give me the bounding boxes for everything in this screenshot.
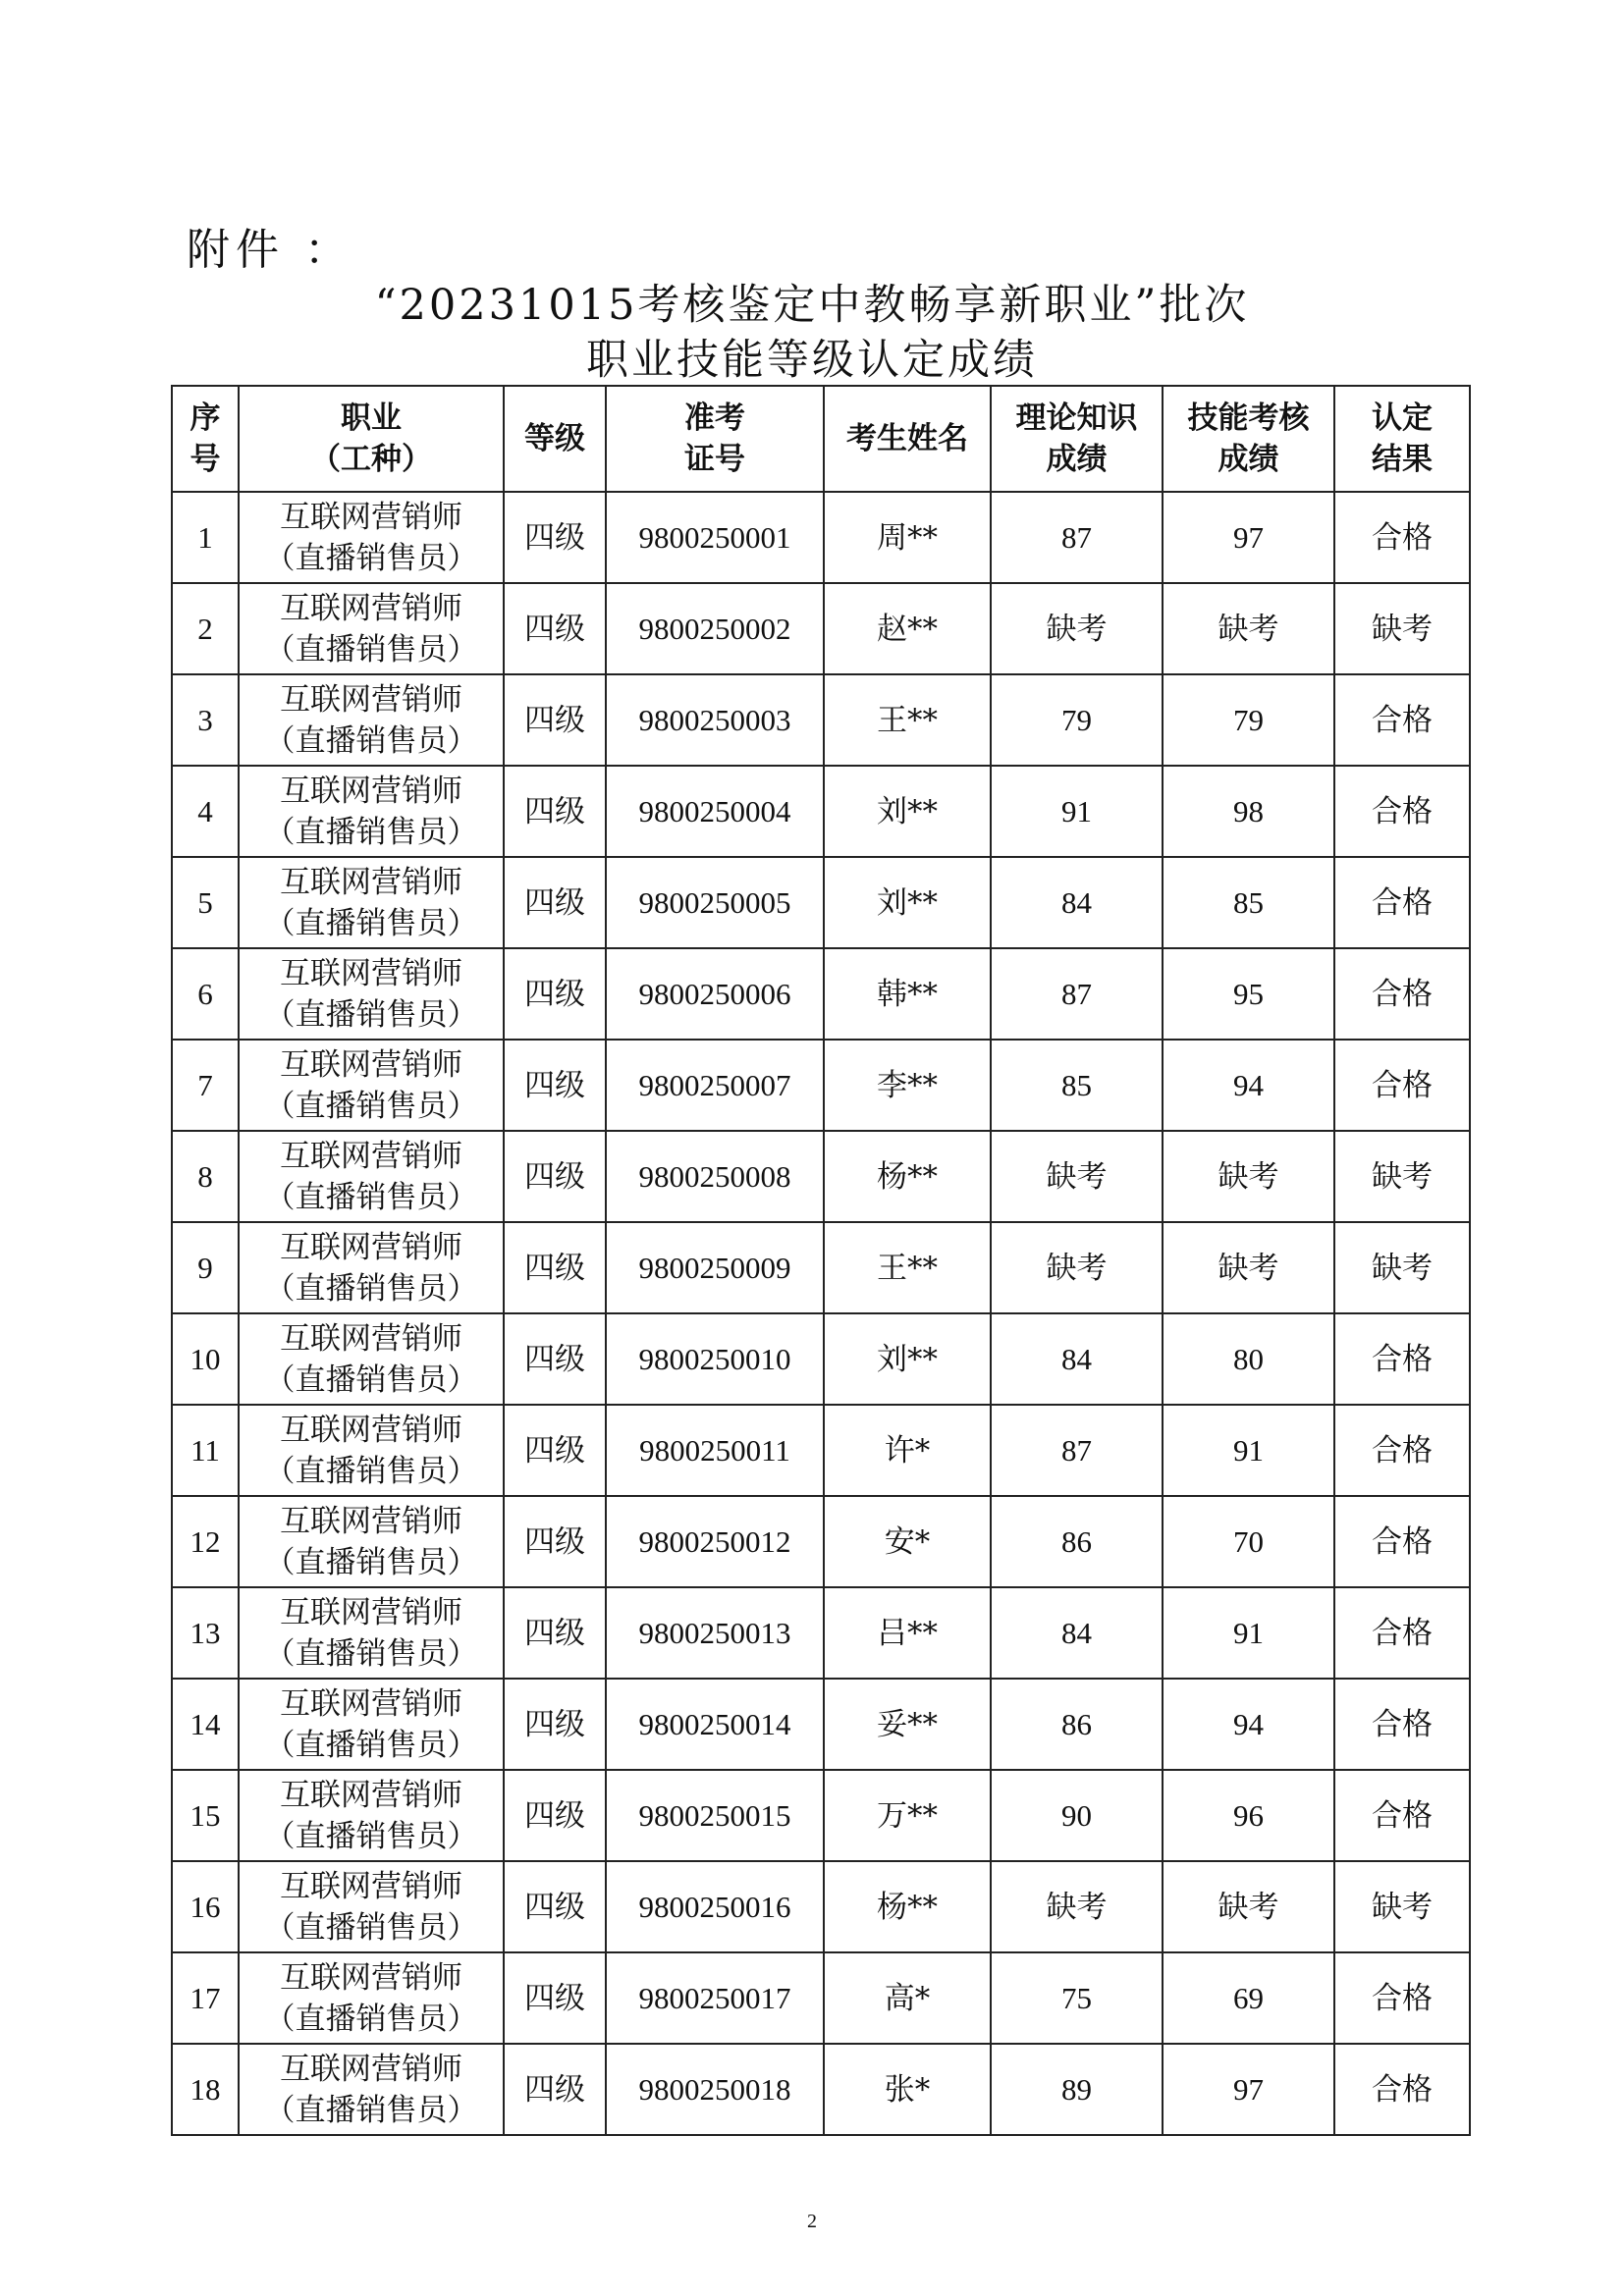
cell-result: 合格 [1334,1405,1470,1496]
cell-ticket: 9800250012 [606,1496,824,1587]
table-row [172,857,1470,948]
cell-theory: 91 [991,766,1163,857]
cell-result: 缺考 [1334,1131,1470,1222]
cell-theory: 89 [991,2044,1163,2135]
cell-level: 四级 [504,1496,606,1587]
cell-occupation: 互联网营销师 （直播销售员） [239,1587,504,1679]
cell-ticket: 9800250001 [606,492,824,583]
cell-theory: 79 [991,674,1163,766]
cell-result: 合格 [1334,1679,1470,1770]
header-theory: 理论知识 成绩 [991,386,1163,492]
cell-occupation: 互联网营销师 （直播销售员） [239,1040,504,1131]
cell-result: 合格 [1334,1496,1470,1587]
cell-skill: 缺考 [1163,583,1334,674]
table-body [172,492,1470,2135]
cell-level: 四级 [504,948,606,1040]
cell-occupation: 互联网营销师 （直播销售员） [239,766,504,857]
header-name: 考生姓名 [824,386,991,492]
cell-name: 李** [824,1040,991,1131]
grades-table [171,385,1471,2136]
cell-skill: 91 [1163,1405,1334,1496]
table-row [172,1222,1470,1313]
table-row [172,492,1470,583]
header-skill: 技能考核 成绩 [1163,386,1334,492]
cell-seq: 16 [172,1861,239,1952]
cell-ticket: 9800250017 [606,1952,824,2044]
cell-skill: 94 [1163,1679,1334,1770]
cell-level: 四级 [504,2044,606,2135]
cell-skill: 79 [1163,674,1334,766]
cell-result: 合格 [1334,1770,1470,1861]
cell-occupation: 互联网营销师 （直播销售员） [239,1405,504,1496]
cell-name: 韩** [824,948,991,1040]
cell-seq: 5 [172,857,239,948]
cell-name: 王** [824,1222,991,1313]
cell-result: 合格 [1334,1313,1470,1405]
table-row [172,1405,1470,1496]
cell-seq: 15 [172,1770,239,1861]
cell-level: 四级 [504,492,606,583]
cell-ticket: 9800250015 [606,1770,824,1861]
cell-seq: 2 [172,583,239,674]
cell-theory: 87 [991,492,1163,583]
cell-theory: 87 [991,948,1163,1040]
cell-ticket: 9800250007 [606,1040,824,1131]
table-row [172,766,1470,857]
cell-ticket: 9800250009 [606,1222,824,1313]
cell-result: 合格 [1334,2044,1470,2135]
cell-skill: 98 [1163,766,1334,857]
header-occupation: 职业 （工种） [239,386,504,492]
cell-level: 四级 [504,1313,606,1405]
cell-occupation: 互联网营销师 （直播销售员） [239,1952,504,2044]
cell-level: 四级 [504,583,606,674]
cell-level: 四级 [504,1040,606,1131]
cell-seq: 4 [172,766,239,857]
cell-ticket: 9800250014 [606,1679,824,1770]
cell-skill: 94 [1163,1040,1334,1131]
cell-ticket: 9800250005 [606,857,824,948]
cell-skill: 69 [1163,1952,1334,2044]
cell-result: 合格 [1334,1952,1470,2044]
cell-seq: 18 [172,2044,239,2135]
cell-theory: 缺考 [991,1131,1163,1222]
cell-level: 四级 [504,1770,606,1861]
attachment-label: 附件 ： [187,225,353,275]
cell-name: 许* [824,1405,991,1496]
table-row [172,948,1470,1040]
cell-occupation: 互联网营销师 （直播销售员） [239,1679,504,1770]
table-row [172,1131,1470,1222]
cell-result: 合格 [1334,766,1470,857]
cell-seq: 8 [172,1131,239,1222]
cell-name: 吕** [824,1587,991,1679]
cell-name: 万** [824,1770,991,1861]
cell-skill: 缺考 [1163,1131,1334,1222]
cell-seq: 7 [172,1040,239,1131]
cell-name: 妥** [824,1679,991,1770]
cell-theory: 缺考 [991,1222,1163,1313]
page-number: 2 [807,2211,817,2232]
cell-skill: 80 [1163,1313,1334,1405]
cell-ticket: 9800250008 [606,1131,824,1222]
cell-result: 合格 [1334,1040,1470,1131]
cell-skill: 缺考 [1163,1861,1334,1952]
cell-seq: 6 [172,948,239,1040]
cell-skill: 97 [1163,492,1334,583]
cell-name: 杨** [824,1131,991,1222]
cell-ticket: 9800250006 [606,948,824,1040]
cell-theory: 缺考 [991,583,1163,674]
cell-skill: 91 [1163,1587,1334,1679]
cell-level: 四级 [504,674,606,766]
cell-name: 张* [824,2044,991,2135]
header-level: 等级 [504,386,606,492]
cell-skill: 70 [1163,1496,1334,1587]
cell-theory: 84 [991,1587,1163,1679]
cell-seq: 3 [172,674,239,766]
cell-occupation: 互联网营销师 （直播销售员） [239,583,504,674]
cell-level: 四级 [504,1222,606,1313]
cell-result: 缺考 [1334,1861,1470,1952]
cell-occupation: 互联网营销师 （直播销售员） [239,674,504,766]
cell-occupation: 互联网营销师 （直播销售员） [239,1222,504,1313]
cell-seq: 13 [172,1587,239,1679]
cell-seq: 14 [172,1679,239,1770]
cell-skill: 96 [1163,1770,1334,1861]
cell-level: 四级 [504,766,606,857]
cell-occupation: 互联网营销师 （直播销售员） [239,2044,504,2135]
cell-name: 王** [824,674,991,766]
cell-name: 刘** [824,766,991,857]
cell-occupation: 互联网营销师 （直播销售员） [239,492,504,583]
cell-theory: 85 [991,1040,1163,1131]
table-row [172,1587,1470,1679]
cell-seq: 9 [172,1222,239,1313]
cell-level: 四级 [504,1405,606,1496]
cell-result: 合格 [1334,857,1470,948]
cell-ticket: 9800250016 [606,1861,824,1952]
cell-level: 四级 [504,1587,606,1679]
cell-theory: 84 [991,857,1163,948]
cell-theory: 86 [991,1496,1163,1587]
cell-seq: 10 [172,1313,239,1405]
cell-ticket: 9800250010 [606,1313,824,1405]
cell-theory: 87 [991,1405,1163,1496]
cell-level: 四级 [504,1131,606,1222]
cell-seq: 1 [172,492,239,583]
header-ticket: 准考 证号 [606,386,824,492]
cell-occupation: 互联网营销师 （直播销售员） [239,857,504,948]
cell-level: 四级 [504,1679,606,1770]
cell-name: 周** [824,492,991,583]
cell-result: 缺考 [1334,583,1470,674]
cell-occupation: 互联网营销师 （直播销售员） [239,1131,504,1222]
cell-theory: 75 [991,1952,1163,2044]
header-result: 认定 结果 [1334,386,1470,492]
cell-name: 刘** [824,857,991,948]
cell-skill: 97 [1163,2044,1334,2135]
table-row [172,1770,1470,1861]
cell-name: 赵** [824,583,991,674]
cell-ticket: 9800250013 [606,1587,824,1679]
cell-ticket: 9800250011 [606,1405,824,1496]
cell-result: 合格 [1334,948,1470,1040]
table-row [172,1040,1470,1131]
table-header-row [172,386,1470,492]
cell-skill: 缺考 [1163,1222,1334,1313]
cell-occupation: 互联网营销师 （直播销售员） [239,1496,504,1587]
table-row [172,1313,1470,1405]
document-title-line-1: “20231015考核鉴定中教畅享新职业”批次 [374,281,1250,330]
cell-theory: 缺考 [991,1861,1163,1952]
cell-theory: 84 [991,1313,1163,1405]
cell-occupation: 互联网营销师 （直播销售员） [239,1313,504,1405]
cell-ticket: 9800250018 [606,2044,824,2135]
cell-skill: 85 [1163,857,1334,948]
document-title-line-2: 职业技能等级认定成绩 [586,336,1038,385]
table-row [172,1679,1470,1770]
cell-seq: 11 [172,1405,239,1496]
cell-skill: 95 [1163,948,1334,1040]
cell-name: 刘** [824,1313,991,1405]
cell-theory: 90 [991,1770,1163,1861]
cell-occupation: 互联网营销师 （直播销售员） [239,948,504,1040]
cell-result: 合格 [1334,492,1470,583]
cell-level: 四级 [504,1952,606,2044]
cell-name: 安* [824,1496,991,1587]
cell-theory: 86 [991,1679,1163,1770]
table-row [172,1496,1470,1587]
table-row [172,1861,1470,1952]
cell-ticket: 9800250004 [606,766,824,857]
cell-name: 杨** [824,1861,991,1952]
cell-ticket: 9800250003 [606,674,824,766]
cell-ticket: 9800250002 [606,583,824,674]
cell-result: 缺考 [1334,1222,1470,1313]
cell-seq: 12 [172,1496,239,1587]
table-row [172,583,1470,674]
cell-name: 高* [824,1952,991,2044]
cell-result: 合格 [1334,1587,1470,1679]
table-row [172,674,1470,766]
cell-seq: 17 [172,1952,239,2044]
header-seq: 序 号 [172,386,239,492]
cell-level: 四级 [504,857,606,948]
cell-occupation: 互联网营销师 （直播销售员） [239,1861,504,1952]
table-row [172,2044,1470,2135]
cell-result: 合格 [1334,674,1470,766]
table-row [172,1952,1470,2044]
cell-level: 四级 [504,1861,606,1952]
cell-occupation: 互联网营销师 （直播销售员） [239,1770,504,1861]
